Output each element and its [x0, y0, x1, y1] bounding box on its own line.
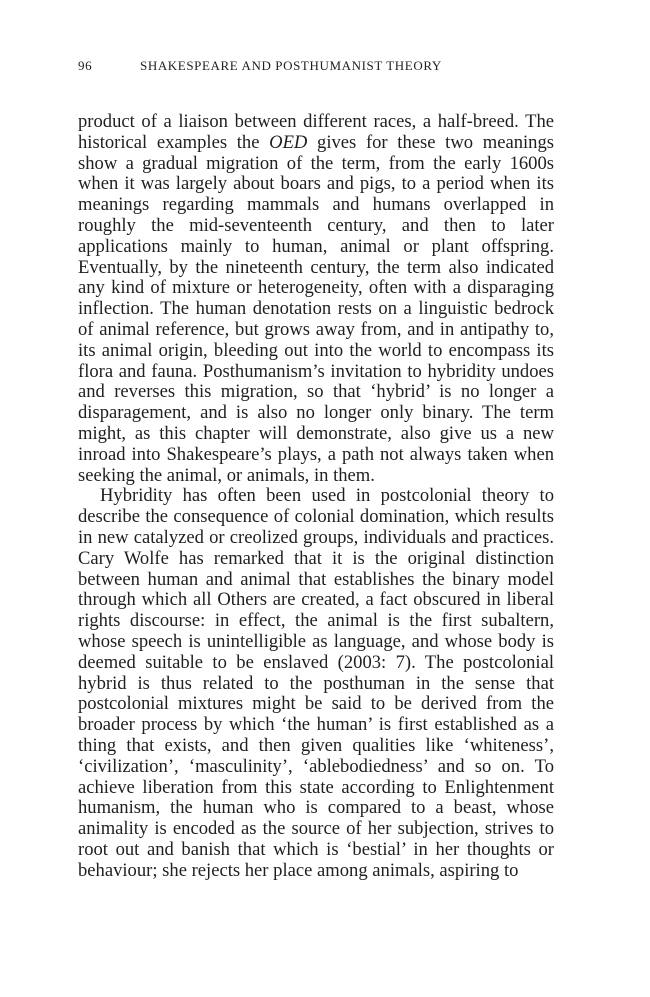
paragraph-1: [78, 112, 554, 486]
paragraph-1-text-end: gives for these two meanings show a gradual migration of the term, from the early 1600s when it was largely about boars and pigs, to a period when its meanings regarding mammals and humans overlapped in roughly the mid-seventeenth century, and then to later applications mainly to human, animal or plant offspring. Eventually, by the nineteenth century, the term also indicated any kind of mixture or heterogeneity, often with a disparaging inflection. The human denotation rests on a linguistic bedrock of animal reference, but grows away from, and in antipathy to, its animal origin, bleeding out into the world to encompass its flora and fauna. Posthumanism’s invitation to hybridity undoes and reverses this migration, so that ‘hybrid’ is no longer a disparagement, and is also no longer only binary. The term might, as this chapter will demonstrate, also give us a new inroad into Shakespeare’s plays, a path not always taken when seeking the animal, or animals, in them.: [78, 131, 554, 486]
paragraph-2: Hybridity has often been used in postcolonial theory to describe the consequence of colonial domination, which results in new catalyzed or creolized groups, individuals and practices. Cary Wolfe has remarked that it is the original distinction between human and animal that establishes the binary model through which all Others are created, a fact obscured in liberal rights discourse: in effect, the animal is the first subaltern, whose speech is unintelligible as language, and whose body is deemed suitable to be enslaved (2003: 7). The postcolonial hybrid is thus related to the posthuman in the sense that postcolonial mixtures might be said to be derived from the broader process by which ‘the human’ is first established as a thing that exists, and then given qualities like ‘whiteness’, ‘civilization’, ‘masculinity’, ‘ablebodiedness’ and so on. To achieve liberation from this state according to Enlightenment humanism, the human who is compared to a beast, whose animality is encoded as the source of her subjection, strives to root out and banish that which is ‘bestial’ in her thoughts or behaviour; she rejects her place among animals, aspiring to: [78, 485, 554, 881]
page-number: 96: [78, 58, 93, 73]
paragraph-1-text-start: product of a liaison between different races, a half-breed. The historical examples the: [78, 111, 554, 153]
running-head: [78, 56, 578, 76]
oed-italic-term: OED: [269, 131, 308, 153]
body-text: [78, 112, 554, 881]
running-title: SHAKESPEARE AND POSTHUMANIST THEORY: [140, 58, 442, 73]
